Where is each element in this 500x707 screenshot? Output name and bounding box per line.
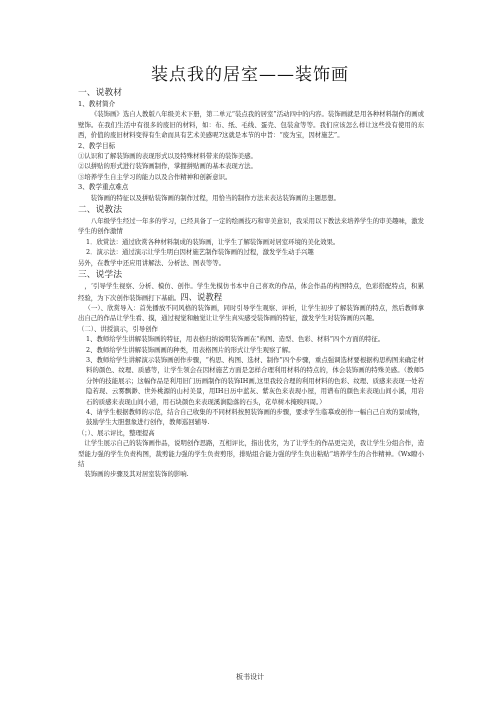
paragraph-step-1: （一）、欣赏导入：首先播放不同风格的装饰画，同时引导学生观察、评析，让学生初步了解装饰画的特点，然后教师拿出自己的作品让学生看、摸，通过视觉和触觉让让学生真实感受装饰画的特征，激发学生对装饰画的兴趣。	[78, 303, 424, 323]
method-item-1: 1．欣赏法：通过欣赏各种材料制成的装饰画，让学生了解装饰画对居室环境的美化效果。	[86, 237, 340, 246]
section-heading-1: 一、说教材	[78, 88, 122, 98]
document-body	[78, 86, 424, 480]
paragraph-summary: 装饰画的步骤及其对居室装饰的影响.	[84, 470, 189, 479]
paragraph-step-3: 让学生展示自己的装饰画作品，说明创作思路，互相评比，指出优劣，为了让学生的作品更完美，我让学生分组合作，造型能力强的学生负责构图，裁剪能力强的学生负责剪形，排贴组合能力强的学生负出粘贴“培养学生的合作精神。《Wx瞭小结	[78, 439, 424, 468]
blackboard-design-label: 板书设计	[236, 673, 264, 681]
paragraph-teaching-method: 八年级学生经过一年多的学习，已经具备了一定的绘画技巧和审美意识，我采用以下教法来培养学生的审美趣味，激发学生的创作激情	[78, 217, 424, 236]
paragraph-key-points: 装饰画的特征以及拼贴装饰画的制作过程，用恰当的制作方法来表达装饰画的主题思想。	[90, 193, 341, 202]
step-item-1: 1、教师给学生讲解装饰画的特征，用表格归纳说明装饰画在“构图、造型、色彩、材料”四个方面的特征。	[86, 335, 385, 344]
method-item-2: 2．演示法：通过演示让学生明白因材施艺制作装饰画的过程，激发学生动手兴趣	[86, 248, 314, 257]
paragraph-intro: 《装饰画》选自人教版八年级美术下册，第二单元“装点我的居室”活动四中的内容。装饰画就是用各种材料制作的画或壁饰。在我们生活中有很多的废旧的材料，如：布、纸、毛线、蛋壳、包装盒等等。我们应该怎么样让这些没有使用的东西，价值的废旧材料变得有生命而具有艺术美感呢?这就是本节的中旨：“废为宝，因材施艺”。	[78, 110, 424, 140]
subsection-heading-1-3: 3、教学重点难点	[78, 183, 129, 192]
paragraph-step-2-head: （二）、讲授演示，引导创作	[78, 324, 158, 333]
subsection-heading-1-2: 2、教学目标	[78, 141, 116, 150]
learning-method-text: ，‘引导学生视察、分析、模仿、创作。学生先模仿书本中自己喜欢的作品，体会作品的构图特点，色彩搭配特点，积累经验，为下次创作装饰画打下基础。	[78, 282, 424, 302]
page-title: 装点我的居室——装饰画	[151, 65, 349, 85]
section-heading-4: 四、说教程	[180, 291, 223, 302]
goal-item-2: ②以拼贴的形式进行装饰画制作，掌握拼贴画的基本表现方法。	[78, 162, 257, 171]
step-item-3: 3、教师给学生讲解演示装饰画创作步骤，“构思、构图、选材、制作”四个步骤，重点强调选材要根据构思构图来确定材料的颜色、纹理、质感等，让学生领会在因材施艺方面是怎样合理利用材料的特点的，体会装饰画的特殊美感。（教师5分钟的技能展示；这幅作品是利用旧门历画制作的装饰IH画,这里我较合理的利用材料的色彩、纹理、质感来表现一处若隐若现、云雾飘渺、世外桃源的山村美景，用IH日历中蓝灰、紫灰色来表现小屋，用谱布的颜色来表现山间小溪，用岩石的质感来表现山间小道，用石块颜色来表现溪涧隐落的石头，花草树木掩映四周。）	[86, 355, 424, 406]
section-heading-3: 三、说学法	[78, 270, 122, 281]
subsection-heading-1-1: 1、教材简介	[78, 100, 116, 108]
paragraph-learning-method	[78, 281, 424, 303]
section-heading-2: 二、说教法	[78, 205, 122, 216]
paragraph-methods-extra: 另外，在教学中还应用讲解法、分析法、图表等等。	[78, 258, 225, 267]
goal-item-1: ①认识和了解装饰画的表现形式以及特殊材料带来的装饰美感。	[78, 152, 257, 161]
goal-item-3: ③培养学生自主学习的能力以及合作精神和创新意识。	[78, 172, 232, 181]
step-item-4: 4、请学生根据教师的示范，结合自己收集的不同材料按照装饰画的步骤，要求学生临摹或创作一幅自己自欢的景成物，鼓励学生大胆想象进行创作，教师巡回辅导.	[86, 407, 424, 427]
paragraph-step-3-head: （；）、展示评比，整理提高	[78, 428, 155, 437]
step-item-2: 2、教师给学生讲解装饰画画的种类，用表格图片的形式让学生观察了解。	[86, 345, 295, 354]
